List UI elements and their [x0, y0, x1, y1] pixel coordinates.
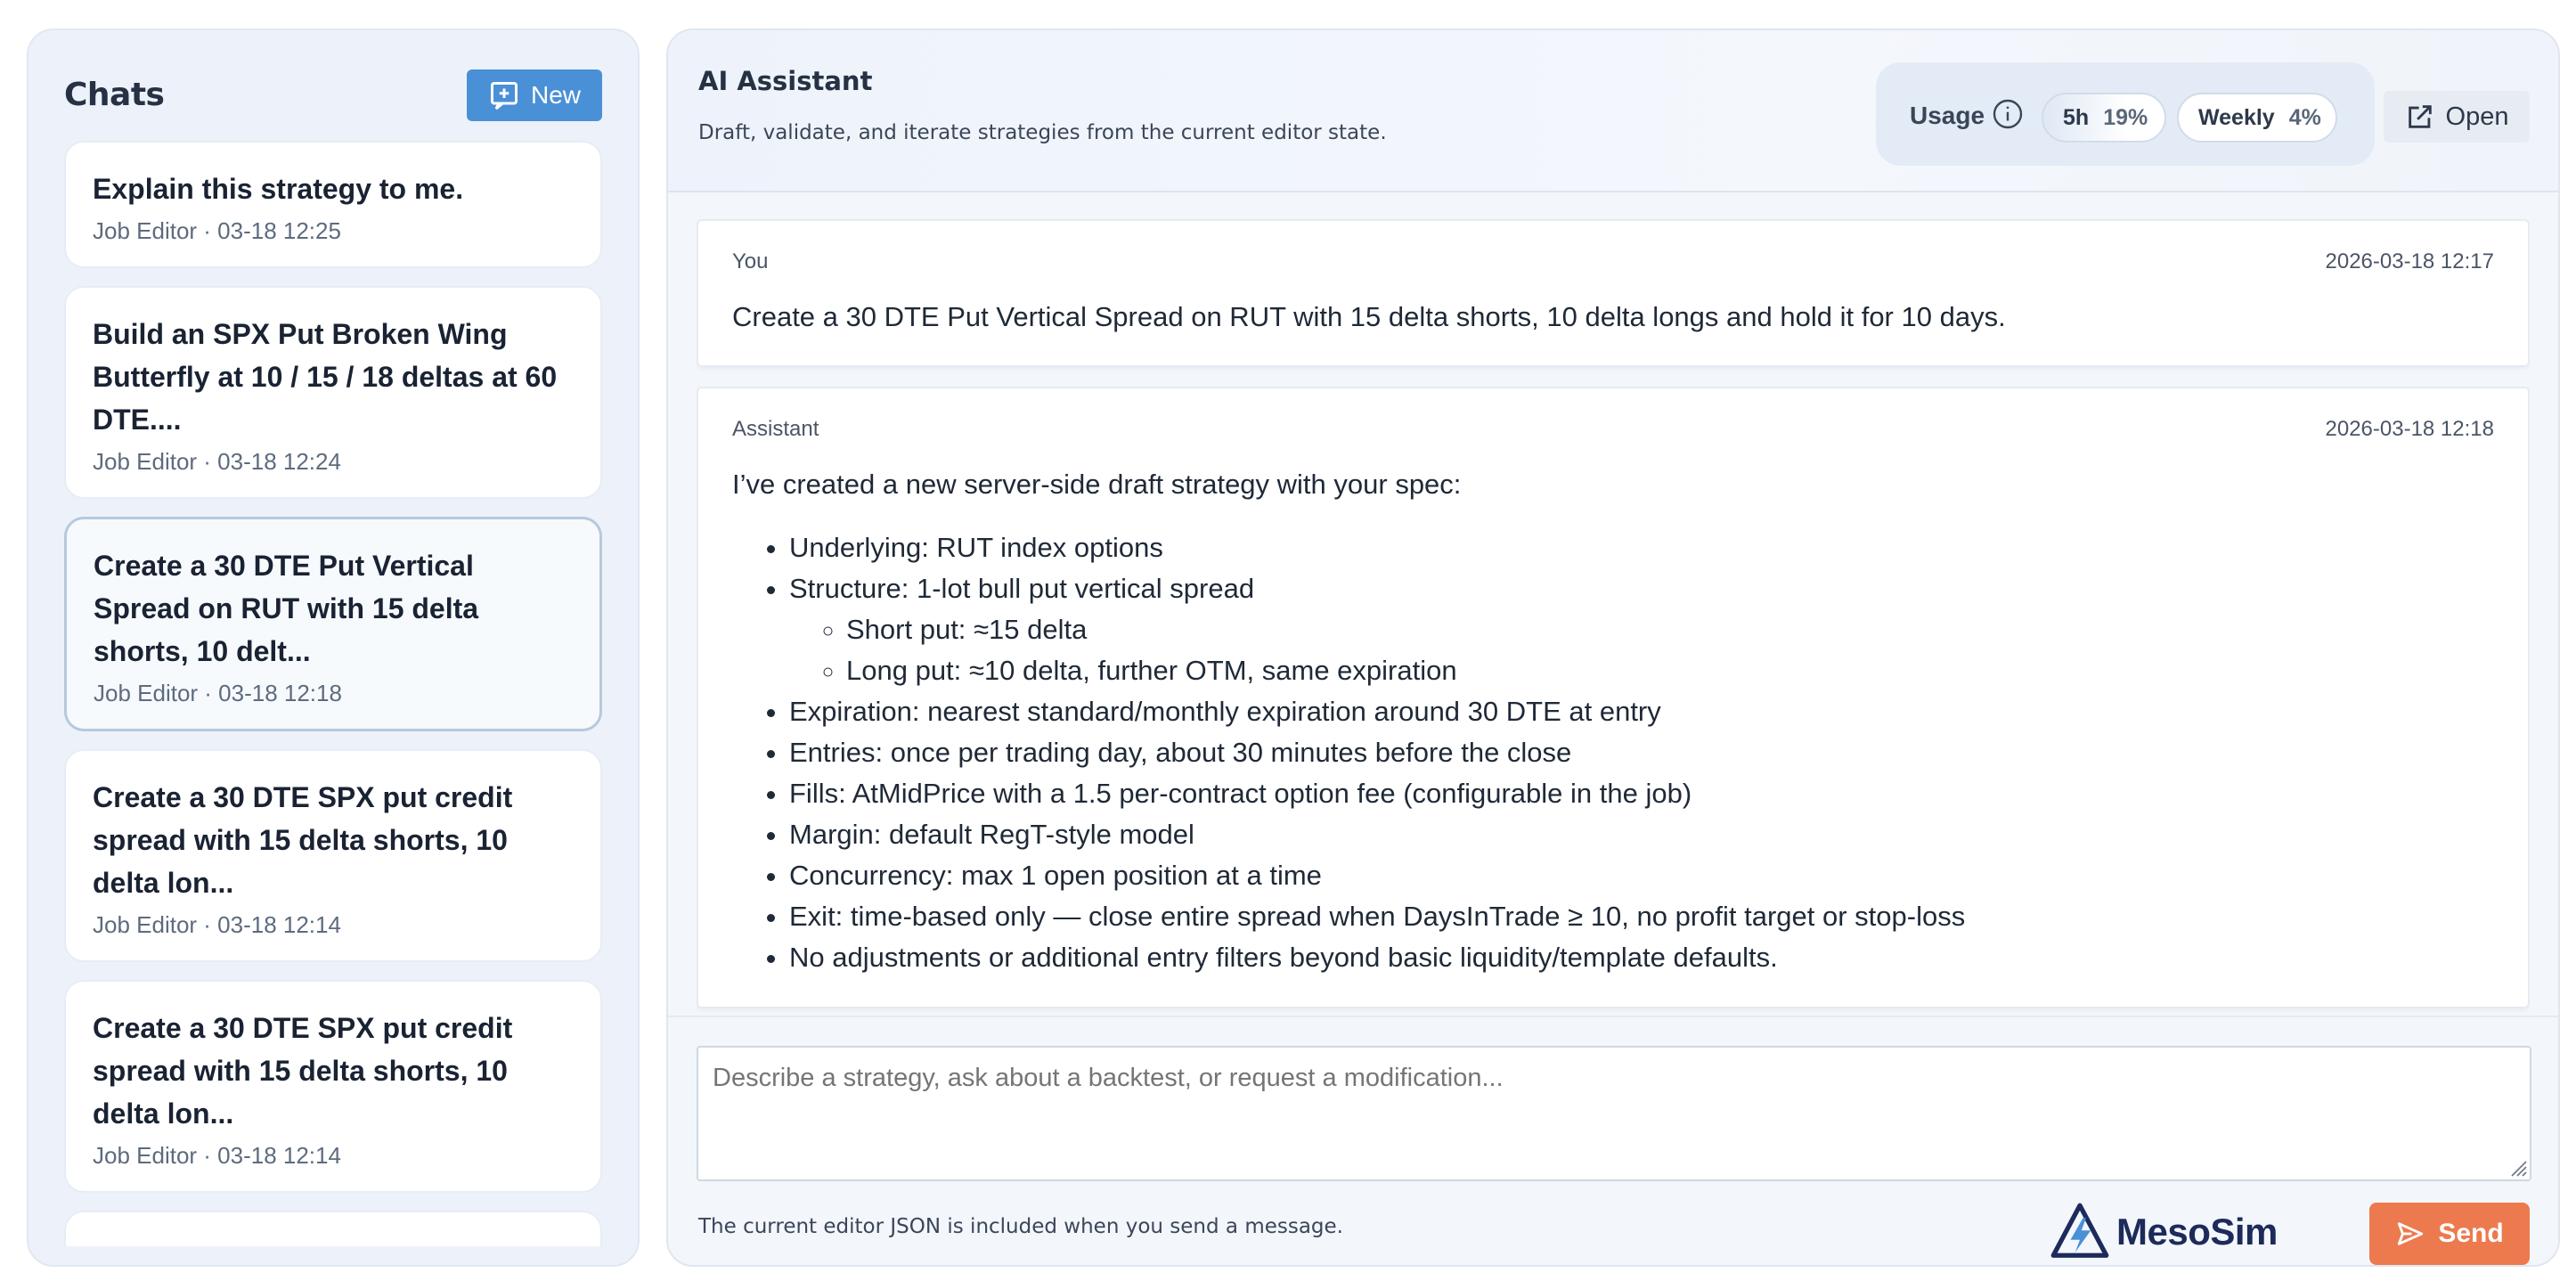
assistant-panel: [666, 29, 2560, 1267]
new-chat-label: New: [530, 81, 581, 109]
chat-item-partial[interactable]: [64, 1211, 602, 1246]
spec-item: • No adjustments or additional entry filters beyond basic liquidity/template defaults.: [789, 937, 2494, 978]
info-icon[interactable]: [1992, 98, 2024, 130]
usage-panel: [1876, 62, 2375, 166]
chat-item[interactable]: [64, 980, 602, 1193]
usage-weekly-badge: [2177, 93, 2337, 143]
chat-sidebar: [27, 29, 640, 1267]
chat-item-title: Explain this strategy to me.: [93, 173, 464, 205]
send-label: Send: [2438, 1219, 2504, 1248]
chat-item-title: Create a 30 DTE Put Vertical Spread on RUT with 15 delta shorts, 10 delt...: [94, 550, 479, 667]
spec-item: • Fills: AtMidPrice with a 1.5 per-contract option fee (configurable in the job): [789, 773, 2494, 814]
composer: [668, 1016, 2558, 1267]
spec-subitem: ◦ Short put: ≈15 delta: [846, 609, 2494, 650]
spec-item: • Underlying: RUT index options: [789, 527, 2494, 568]
chat-item-meta: Job Editor · 03-18 12:24: [93, 448, 341, 475]
message-timestamp: 2026-03-18 12:17: [2325, 249, 2494, 273]
chat-item-title: Create a 30 DTE SPX put credit spread with 15 delta shorts, 10 delta lon...: [93, 781, 513, 899]
assistant-message: [697, 387, 2530, 1008]
assistant-header: [668, 30, 2558, 192]
composer-note: The current editor JSON is included when you send a message.: [698, 1215, 1343, 1238]
chat-item[interactable]: [64, 749, 602, 962]
new-chat-button[interactable]: [467, 69, 602, 121]
mesosim-logo-icon: [2049, 1201, 2111, 1263]
sidebar-header: [64, 69, 602, 123]
spec-list: [732, 527, 2494, 978]
message-input[interactable]: [697, 1046, 2531, 1181]
message-timestamp: 2026-03-18 12:18: [2325, 417, 2494, 441]
spec-item: • Exit: time-based only — close entire spread when DaysInTrade ≥ 10, no profit target or stop-loss: [789, 896, 2494, 937]
chat-item-meta: Job Editor · 03-18 12:14: [93, 911, 341, 938]
chat-item-meta: Job Editor · 03-18 12:14: [93, 1142, 341, 1169]
spec-subitem: ◦ Long put: ≈10 delta, further OTM, same expiration: [846, 650, 2494, 691]
message-intro: I’ve created a new server-side draft strategy with your spec:: [732, 469, 1462, 500]
open-button[interactable]: [2384, 91, 2530, 143]
message-role: You: [732, 249, 769, 273]
chat-item[interactable]: [64, 286, 602, 499]
usage-5h-value: 19%: [2103, 104, 2148, 130]
open-label: Open: [2445, 102, 2509, 131]
usage-weekly-value: 4%: [2288, 104, 2321, 130]
message-list: [697, 219, 2530, 1019]
mesosim-logo: [2049, 1199, 2278, 1265]
spec-item: • Margin: default RegT-style model: [789, 814, 2494, 855]
sidebar-title: Chats: [64, 77, 165, 113]
spec-item: • Concurrency: max 1 open position at a time: [789, 855, 2494, 896]
page-subtitle: Draft, validate, and iterate strategies from the current editor state.: [698, 121, 1387, 144]
user-message: [697, 219, 2530, 367]
chat-item-meta: Job Editor · 03-18 12:25: [93, 217, 341, 244]
chat-item-active[interactable]: [64, 517, 602, 731]
chat-list: [64, 141, 602, 1246]
spec-sublist: [789, 609, 2494, 691]
usage-weekly-label: Weekly: [2198, 104, 2275, 130]
spec-item: • Entries: once per trading day, about 30 minutes before the close: [789, 732, 2494, 773]
chat-item-title: Build an SPX Put Broken Wing Butterfly at 10 / 15 / 18 deltas at 60 DTE....: [93, 318, 558, 436]
mesosim-logo-text: MesoSim: [2116, 1211, 2278, 1252]
external-link-icon: [2405, 102, 2435, 132]
usage-5h-badge: [2042, 93, 2166, 143]
message-role: Assistant: [732, 417, 819, 441]
chat-item-title: Create a 30 DTE SPX put credit spread with 15 delta shorts, 10 delta lon...: [93, 1012, 513, 1130]
send-icon: [2395, 1219, 2425, 1249]
chat-item-meta: Job Editor · 03-18 12:18: [94, 680, 342, 706]
page-title: AI Assistant: [698, 66, 873, 96]
usage-5h-label: 5h: [2063, 104, 2090, 130]
chat-item[interactable]: [64, 141, 602, 268]
message-text: Create a 30 DTE Put Vertical Spread on RUT with 15 delta shorts, 10 delta longs and hold it for 10 days.: [732, 301, 2006, 332]
resize-handle-icon[interactable]: [2507, 1156, 2528, 1178]
send-button[interactable]: [2369, 1203, 2530, 1265]
usage-label: Usage: [1910, 102, 1985, 129]
spec-item: [789, 568, 2494, 691]
spec-item: • Expiration: nearest standard/monthly expiration around 30 DTE at entry: [789, 691, 2494, 732]
spec-item-text: Structure: 1-lot bull put vertical spread: [789, 573, 1255, 604]
new-chat-icon: [488, 79, 520, 111]
